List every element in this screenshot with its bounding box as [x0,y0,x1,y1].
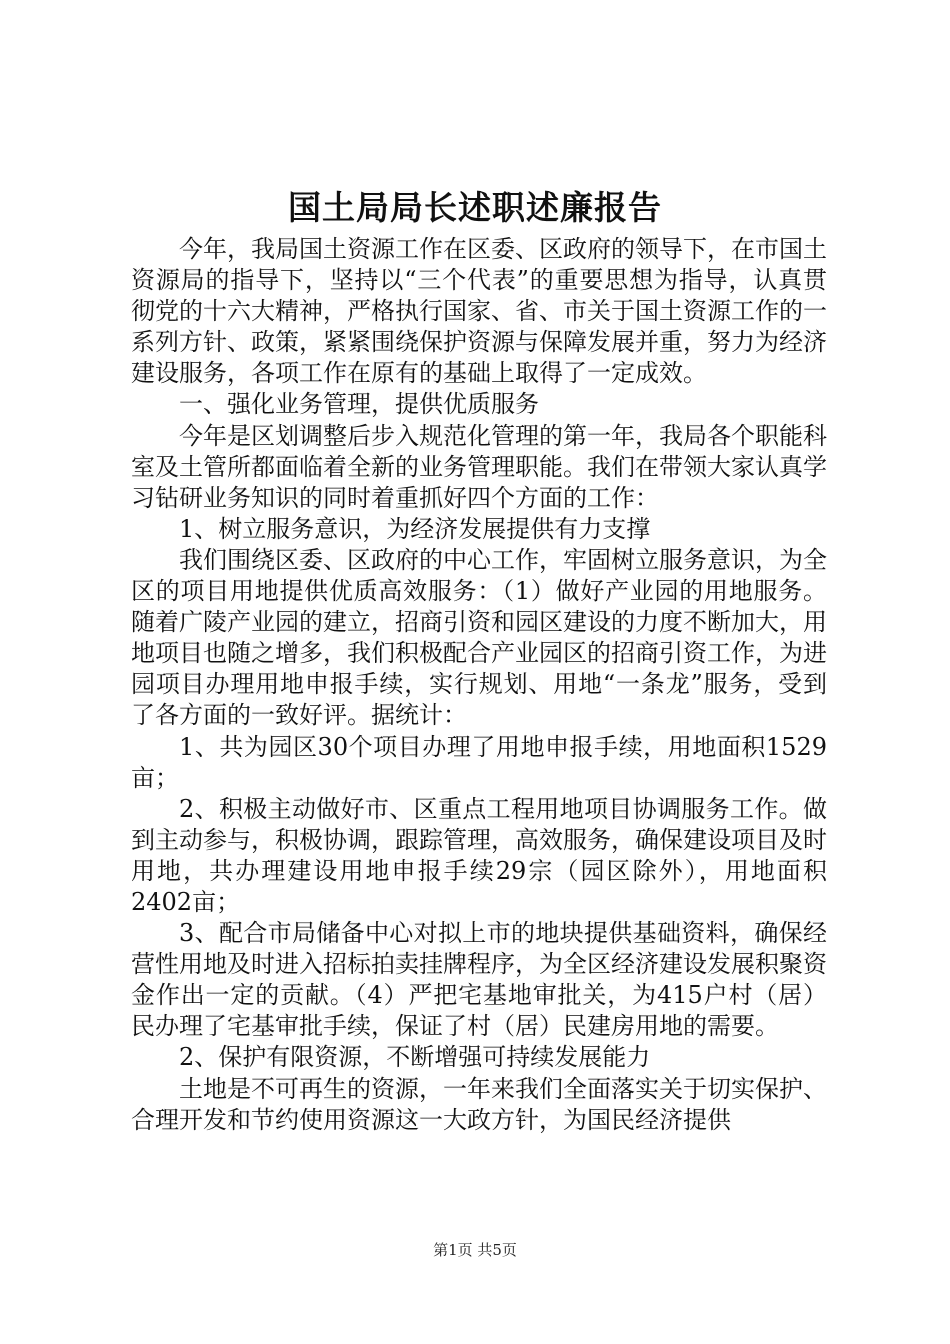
page-number-footer: 第1页 共5页 [433,1241,517,1259]
paragraph-item-1: 1、共为园区30个项目办理了用地申报手续，用地面积1529亩； [131,732,827,792]
paragraph-section-1: 今年是区划调整后步入规范化管理的第一年，我局各个职能科室及土管所都面临着全新的业务管理职能。我们在带领大家认真学习钻研业务知识的同时着重抓好四个方面的工作： [131,421,827,512]
section-heading-1: 一、强化业务管理，提供优质服务 [179,390,539,419]
document-body [131,234,827,1136]
document-title: 国土局局长述职述廉报告 [288,188,662,227]
paragraph-item-3: 3、配合市局储备中心对拟上市的地块提供基础资料，确保经营性用地及时进入招标拍卖挂牌程序，为全区经济建设发展积聚资金作出一定的贡献。（4）严把宅基地审批关，为415户村（居）民办理了宅基审批手续，保证了村（居）民建房用地的需要。 [131,919,827,1041]
subsection-heading-2: 2、保护有限资源，不断增强可持续发展能力 [179,1043,651,1072]
paragraph-item-2: 2、积极主动做好市、区重点工程用地项目协调服务工作。做到主动参与，积极协调，跟踪管理，高效服务，确保建设项目及时用地，共办理建设用地申报手续29宗（园区除外），用地面积2402亩； [131,794,827,916]
paragraph-service: 我们围绕区委、区政府的中心工作，牢固树立服务意识，为全区的项目用地提供优质高效服务：（1）做好产业园的用地服务。随着广陵产业园的建立，招商引资和园区建设的力度不断加大，用地项目也随之增多，我们积极配合产业园区的招商引资工作，为进园项目办理用地申报手续，实行规划、用地“一条龙”服务，受到了各方面的一致好评。据统计： [131,545,827,730]
subsection-heading-1: 1、树立服务意识，为经济发展提供有力支撑 [179,514,651,543]
paragraph-intro: 今年，我局国土资源工作在区委、区政府的领导下，在市国土资源局的指导下，坚持以“三个代表”的重要思想为指导，认真贯彻党的十六大精神，严格执行国家、省、市关于国土资源工作的一系列方针、政策，紧紧围绕保护资源与保障发展并重，努力为经济建设服务，各项工作在原有的基础上取得了一定成效。 [131,235,827,388]
paragraph-resources: 土地是不可再生的资源，一年来我们全面落实关于切实保护、合理开发和节约使用资源这一大政方针，为国民经济提供 [131,1074,827,1134]
